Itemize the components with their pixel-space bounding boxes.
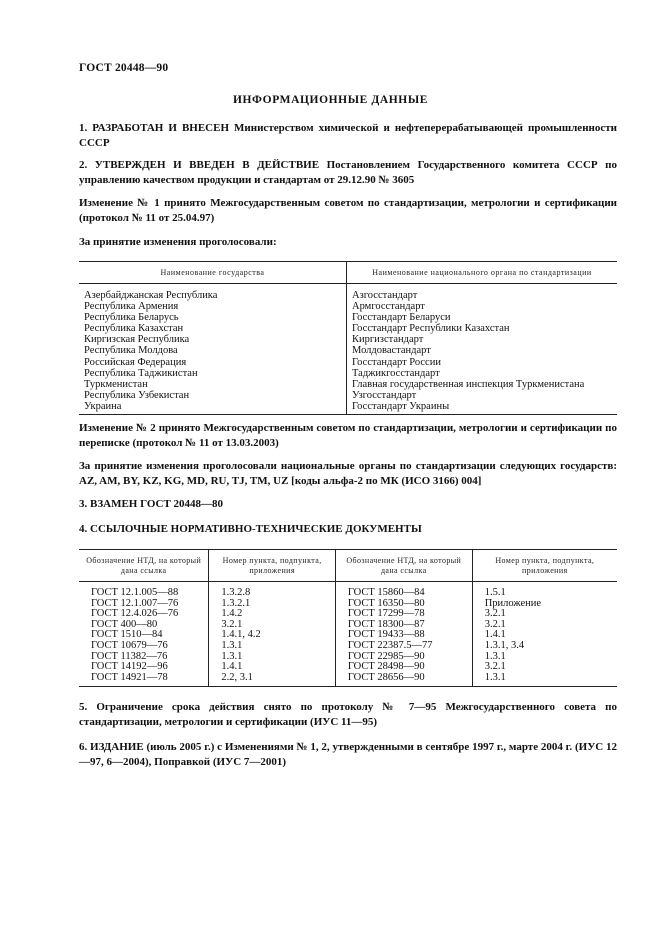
- col-header-ntd-2: Обозначение НТД, на который дана ссылка: [335, 550, 472, 582]
- document-header: ГОСТ 20448—90: [79, 62, 169, 74]
- ntd-ref: ГОСТ 12.4.026—76: [79, 609, 209, 620]
- ntd-ref: ГОСТ 10679—76: [79, 641, 209, 652]
- state-name: Российская Федерация: [79, 357, 347, 368]
- state-name: Украина: [79, 401, 347, 415]
- table-row: [79, 379, 617, 390]
- col-header-ntd-1: Обозначение НТД, на который дана ссылка: [79, 550, 209, 582]
- agency-name: Узгосстандарт: [352, 389, 417, 401]
- ntd-ref: ГОСТ 12.1.007—76: [79, 599, 209, 610]
- clause-ref: 1.4.2: [209, 609, 335, 620]
- table-row: [79, 582, 617, 599]
- agency-name: Госстандарт Республики Казахстан: [352, 323, 510, 335]
- reference-documents-table: [79, 549, 617, 687]
- clause-ref: 1.3.1: [209, 641, 335, 652]
- voted-states-codes: За принятие изменения проголосовали национальные органы по стандартизации следующих государств: AZ, AM, BY, KZ, KG, MD, RU, TJ, TM, UZ [коды альфа-2 по МК (ИСО 3166) 004]: [79, 460, 617, 487]
- clause-ref: Приложение: [484, 597, 542, 609]
- table-row: [79, 334, 617, 345]
- agency-name: Госстандарт России: [352, 356, 441, 368]
- voted-label: За принятие изменения проголосовали:: [79, 236, 277, 248]
- clause-ref: 1.3.1: [209, 652, 335, 663]
- clause-ref: 3.2.1: [209, 620, 335, 631]
- state-name: Республика Узбекистан: [79, 390, 347, 401]
- clause-ref: 2.2, 3.1: [209, 673, 335, 687]
- agency-name: Азгосстандарт: [352, 290, 418, 301]
- item-6: 6. ИЗДАНИЕ (июль 2005 г.) с Изменениями № 1, 2, утвержденными в сентябре 1997 г., марте 2004 г. (ИУС 12—97, 6—2004), Поправкой (ИУС 7—2001): [79, 741, 617, 768]
- ntd-ref: ГОСТ 12.1.005—88: [79, 582, 209, 599]
- ntd-ref: ГОСТ 22387.5—77: [335, 641, 472, 652]
- ntd-ref: ГОСТ 1510—84: [79, 630, 209, 641]
- clause-ref: 1.3.1: [472, 673, 617, 687]
- clause-ref: 1.4.1: [209, 662, 335, 673]
- section-title: ИНФОРМАЦИОННЫЕ ДАННЫЕ: [232, 94, 429, 106]
- clause-ref: 1.3.1: [484, 650, 506, 662]
- ntd-ref: ГОСТ 14921—78: [79, 673, 209, 687]
- item-5: 5. Ограничение срока действия снято по протоколу № 7—95 Межгосударственного совета по стандартизации, метрологии и сертификации (ИУС 11—95): [79, 701, 617, 728]
- item-2: 2. УТВЕРЖДЕН И ВВЕДЕН В ДЕЙСТВИЕ Постановлением Государственного комитета СССР по управлению качеством продукции и стандартам от 29.12.90 № 3605: [79, 159, 617, 186]
- state-name: Республика Молдова: [79, 345, 347, 356]
- agency-name: Киргизстандарт: [352, 334, 424, 346]
- clause-ref: 1.3.2.8: [209, 582, 335, 599]
- table-row: [79, 401, 617, 415]
- col-header-state: Наименование государства: [79, 262, 347, 284]
- table-row: [79, 323, 617, 334]
- agency-name: Главная государственная инспекция Туркменистана: [352, 378, 585, 390]
- agency-name: Армгосстандарт: [352, 301, 425, 313]
- ntd-ref: ГОСТ 11382—76: [79, 652, 209, 663]
- ntd-ref: ГОСТ 15860—84: [335, 582, 472, 599]
- state-name: Азербайджанская Республика: [79, 284, 347, 302]
- state-name: Туркменистан: [79, 379, 347, 390]
- table-row: [79, 673, 617, 687]
- ntd-ref: ГОСТ 28498—90: [335, 662, 472, 673]
- clause-ref: 1.3.2.1: [209, 599, 335, 610]
- table-row: [79, 312, 617, 323]
- ntd-ref: ГОСТ 22985—90: [335, 652, 472, 663]
- ntd-ref: ГОСТ 14192—96: [79, 662, 209, 673]
- table-row: [79, 641, 617, 652]
- ntd-ref: ГОСТ 16350—80: [335, 599, 472, 610]
- ntd-ref: ГОСТ 400—80: [79, 620, 209, 631]
- clause-ref: 3.2.1: [484, 661, 506, 673]
- ntd-ref: ГОСТ 19433—88: [335, 630, 472, 641]
- clause-ref: 1.4.1, 4.2: [209, 630, 335, 641]
- state-name: Республика Казахстан: [79, 323, 347, 334]
- voting-states-table: [79, 261, 617, 415]
- clause-ref: 1.4.1: [484, 629, 506, 641]
- clause-ref: 3.2.1: [484, 618, 506, 630]
- agency-name: Госстандарт Украины: [347, 401, 618, 415]
- table-row: [79, 345, 617, 356]
- table-row: [79, 357, 617, 368]
- state-name: Киргизская Республика: [79, 334, 347, 345]
- table-row: [79, 301, 617, 312]
- clause-ref: 1.3.1, 3.4: [484, 639, 525, 651]
- state-name: Республика Беларусь: [79, 312, 347, 323]
- table-row: [79, 368, 617, 379]
- state-name: Республика Армения: [79, 301, 347, 312]
- clause-ref: 3.2.1: [484, 608, 506, 620]
- agency-name: Молдовастандарт: [352, 345, 431, 357]
- item-1: 1. РАЗРАБОТАН И ВНЕСЕН Министерством химической и нефтеперерабатывающей промышленности СССР: [79, 122, 617, 149]
- col-header-clause-1: Номер пункта, подпункта, приложения: [209, 550, 335, 582]
- clause-ref: 1.5.1: [484, 587, 506, 598]
- col-header-agency: Наименование национального органа по стандартизации: [347, 262, 618, 284]
- table-row: [79, 390, 617, 401]
- ntd-ref: ГОСТ 28656—90: [335, 673, 472, 687]
- ntd-ref: ГОСТ 18300—87: [335, 620, 472, 631]
- item-3: 3. ВЗАМЕН ГОСТ 20448—80: [79, 498, 224, 510]
- table-row: [79, 284, 617, 302]
- col-header-clause-2: Номер пункта, подпункта, приложения: [472, 550, 617, 582]
- agency-name: Таджикгосстандарт: [352, 367, 440, 379]
- state-name: Республика Таджикистан: [79, 368, 347, 379]
- change-2-note: Изменение № 2 принято Межгосударственным советом по стандартизации, метрологии и сертификации по переписке (протокол № 11 от 13.03.2003): [79, 422, 617, 449]
- item-4: 4. ССЫЛОЧНЫЕ НОРМАТИВНО-ТЕХНИЧЕСКИЕ ДОКУМЕНТЫ: [79, 523, 422, 535]
- change-1-note: Изменение № 1 принято Межгосударственным советом по стандартизации, метрологии и сертификации (протокол № 11 от 25.04.97): [79, 197, 617, 224]
- agency-name: Госстандарт Беларуси: [352, 312, 451, 324]
- ntd-ref: ГОСТ 17299—78: [335, 609, 472, 620]
